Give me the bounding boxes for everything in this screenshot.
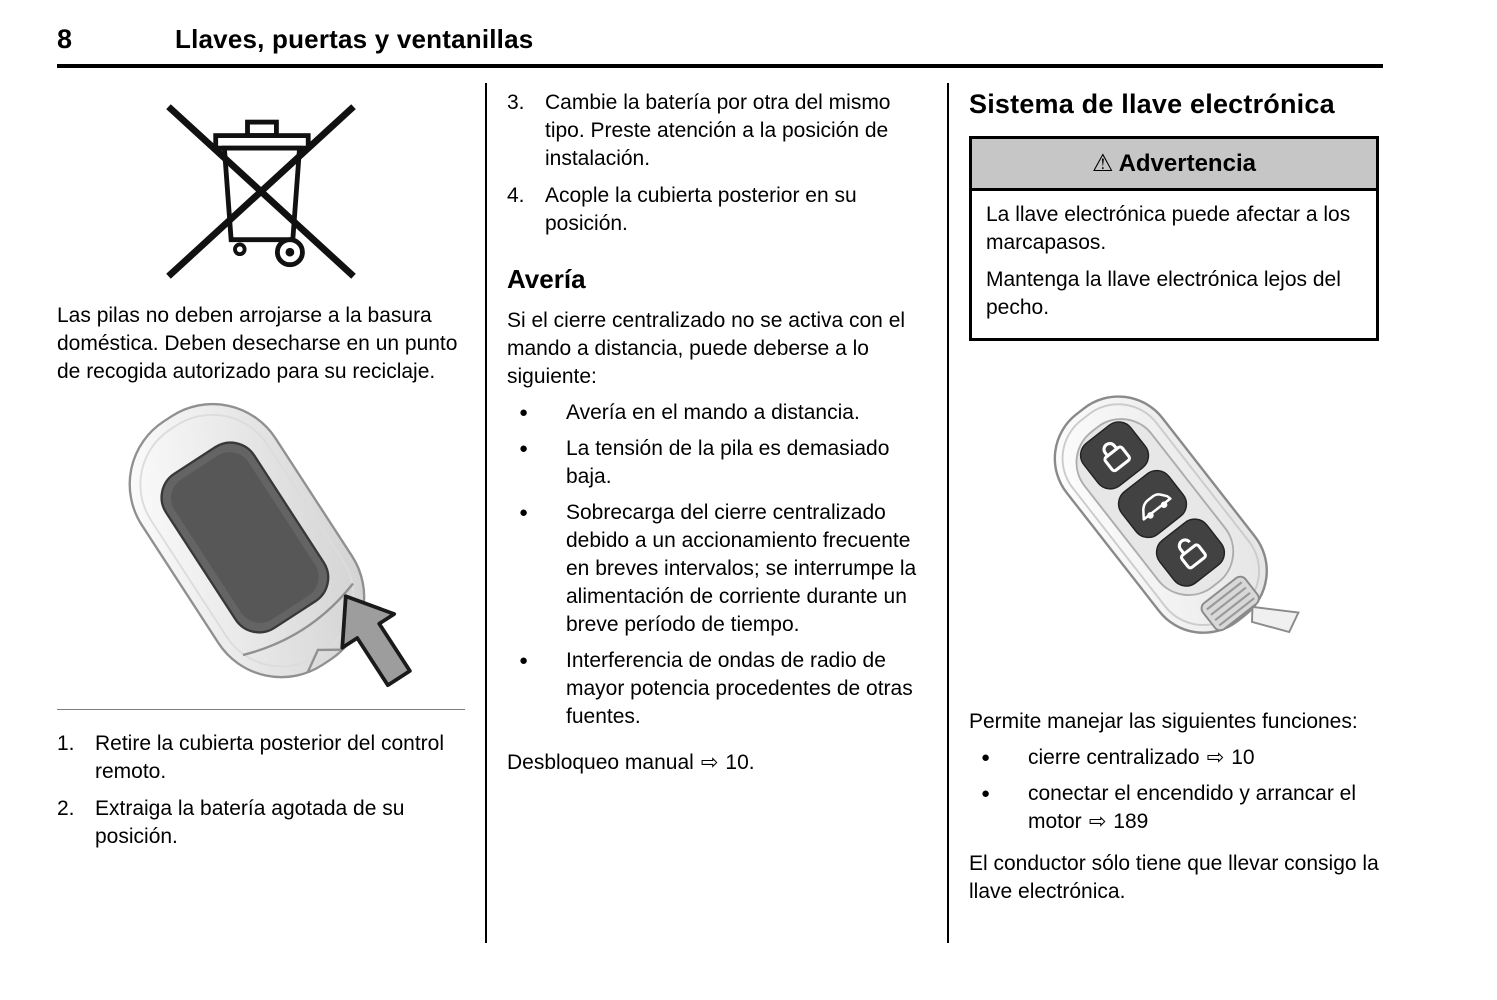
column-3 [969,83,1379,943]
warning-body [972,191,1376,338]
step-number: 4. [507,184,525,207]
list-item [507,89,927,173]
list-item [969,780,1379,836]
list-item [507,182,927,238]
step-text: Cambie la batería por otra del mismo tipo. Preste atención a la posición de instalación. [545,91,891,170]
column-2 [507,83,927,943]
list-item [507,499,927,639]
fault-intro: Si el cierre centralizado no se activa con el mando a distancia, puede deberse a lo siguiente: [507,309,906,388]
warning-header [972,139,1376,191]
page-number: 8 [57,24,73,54]
warning-text: La llave electrónica puede afectar a los marcapasos. [986,203,1351,254]
step-number: 3. [507,91,525,114]
electronic-key-figure [969,365,1379,688]
warning-title: Advertencia [1118,150,1256,177]
step-text: Retire la cubierta posterior del control remoto. [95,732,445,783]
list-item [507,435,927,491]
header-rule [57,64,1383,68]
driver-note: El conductor sólo tiene que llevar consigo la llave electrónica. [969,852,1379,903]
fault-causes-list [507,399,927,731]
page-ref-arrow-icon: ⇨ [700,751,719,774]
manual-unlock-reference [507,749,927,777]
reference-page: 10. [725,751,755,774]
steps-list-1-2 [57,730,465,851]
list-item [57,730,465,786]
steps-list-3-4 [507,89,927,238]
reference-page: 189 [1113,810,1149,833]
bullet-text: Avería en el mando a distancia. [566,401,860,424]
step-number: 2. [57,797,75,820]
list-item [57,795,465,851]
page-ref-arrow-icon: ⇨ [1206,746,1225,769]
column-divider [947,83,949,943]
step-text: Extraiga la batería agotada de su posición. [95,797,405,848]
bullet-text: La tensión de la pila es demasiado baja. [566,437,890,488]
crossed-out-bin-icon [155,97,367,285]
step-number: 1. [57,732,75,755]
column-1 [57,83,465,943]
functions-list [969,744,1379,836]
list-item [507,647,927,731]
battery-disposal-note: Las pilas no deben arrojarse a la basura doméstica. Deben desecharse en un punto de recogida autorizado para su reciclaje. [57,304,458,383]
warning-text: Mantenga la llave electrónica lejos del pecho. [986,268,1341,319]
bullet-text: Sobrecarga del cierre centralizado debido a un accionamiento frecuente en breves intervalos; se interrumpe la alimentación de corriente durante un breve período de tiempo. [566,501,917,636]
bullet-text: Interferencia de ondas de radio de mayor potencia procedentes de otras fuentes. [566,649,913,728]
warning-box [969,136,1379,341]
warning-triangle-icon: ⚠ [1092,150,1114,177]
reference-page: 10 [1231,746,1255,769]
function-item [1028,780,1379,836]
content-columns [57,83,1383,943]
page-header [57,24,1383,55]
remote-key-illustration [71,400,451,700]
remote-key-figure [57,400,465,710]
electronic-key-illustration [1004,365,1344,683]
section-heading: Sistema de llave electrónica [969,89,1335,119]
step-text: Acople la cubierta posterior en su posición. [545,184,857,235]
bullet-icon: ● [519,652,529,669]
bullet-icon: ● [519,504,529,521]
fault-heading: Avería [507,264,586,294]
page-title: Llaves, puertas y ventanillas [175,24,534,54]
column-divider [485,83,487,943]
function-label: cierre centralizado [1028,746,1200,769]
bullet-icon: ● [981,749,991,766]
function-label: conectar el encendido y arrancar el motor [1028,782,1357,833]
functions-intro: Permite manejar las siguientes funciones: [969,710,1358,733]
reference-label: Desbloqueo manual [507,751,694,774]
page-ref-arrow-icon: ⇨ [1088,810,1107,833]
bullet-icon: ● [519,404,529,421]
weee-symbol-figure [57,97,465,290]
list-item [507,399,927,427]
bullet-icon: ● [981,785,991,802]
function-item [1028,744,1379,772]
list-item [969,744,1379,772]
bullet-icon: ● [519,440,529,457]
